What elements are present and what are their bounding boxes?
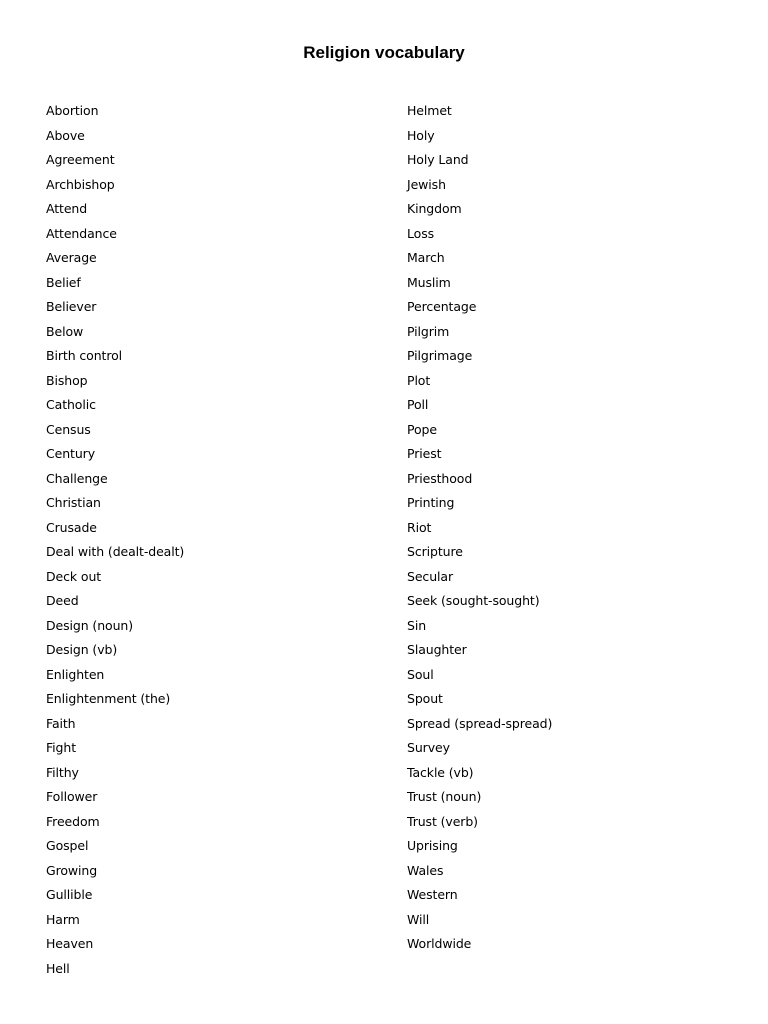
vocabulary-word: Gullible xyxy=(46,887,93,902)
vocabulary-word: Faith xyxy=(46,715,76,731)
vocabulary-word: Soul xyxy=(407,666,434,682)
vocabulary-word: Growing xyxy=(46,862,98,878)
vocabulary-word: Attend xyxy=(46,201,88,216)
vocabulary-word: Agreement xyxy=(46,152,115,167)
vocabulary-word: Holy Land xyxy=(407,152,469,167)
vocabulary-word: Deck out xyxy=(46,568,102,584)
vocabulary-word: Poll xyxy=(407,397,429,412)
vocabulary-word: Census xyxy=(46,421,91,437)
vocabulary-word: Percentage xyxy=(407,299,477,314)
vocabulary-word: Birth control xyxy=(46,348,123,363)
vocabulary-word: Attendance xyxy=(46,225,117,241)
vocabulary-word: Fight xyxy=(46,740,77,755)
vocabulary-word: Freedom xyxy=(46,813,100,829)
vocabulary-word: Filthy xyxy=(46,764,79,780)
vocabulary-word: Secular xyxy=(407,568,453,584)
vocabulary-word: Deed xyxy=(46,593,79,608)
vocabulary-word: Gospel xyxy=(46,838,89,853)
vocabulary-word: Above xyxy=(46,127,85,143)
vocabulary-word: Bishop xyxy=(46,372,88,388)
vocabulary-word: Muslim xyxy=(407,274,451,290)
vocabulary-word: Hell xyxy=(46,960,70,976)
vocabulary-word: Catholic xyxy=(46,397,96,412)
vocabulary-word: Trust (noun) xyxy=(407,789,482,804)
vocabulary-word: Belief xyxy=(46,274,81,290)
vocabulary-word: Will xyxy=(407,911,430,927)
vocabulary-word: Sin xyxy=(407,617,427,633)
vocabulary-word: Pilgrimage xyxy=(407,348,473,363)
vocabulary-word: Priesthood xyxy=(407,470,473,486)
vocabulary-word: Average xyxy=(46,250,97,265)
vocabulary-word: Archbishop xyxy=(46,176,115,192)
vocabulary-word: Holy xyxy=(407,127,435,143)
vocabulary-word: Crusade xyxy=(46,519,97,535)
vocabulary-word: Priest xyxy=(407,446,442,461)
vocabulary-word: Loss xyxy=(407,225,435,241)
vocabulary-word: Wales xyxy=(407,862,444,878)
vocabulary-list-left xyxy=(46,99,366,981)
vocabulary-word: Tackle (vb) xyxy=(407,764,474,780)
vocabulary-word: Follower xyxy=(46,789,98,804)
vocabulary-word: Western xyxy=(407,887,458,902)
vocabulary-word: Plot xyxy=(407,372,431,388)
vocabulary-word: Uprising xyxy=(407,838,458,853)
page-title: Religion vocabulary xyxy=(303,43,465,62)
vocabulary-word: Trust (verb) xyxy=(407,813,478,829)
vocabulary-word: Kingdom xyxy=(407,201,462,216)
vocabulary-word: Enlighten xyxy=(46,666,105,682)
vocabulary-word: Seek (sought-sought) xyxy=(407,593,540,608)
vocabulary-word: Helmet xyxy=(407,103,452,118)
vocabulary-word: Riot xyxy=(407,519,432,535)
vocabulary-list-right xyxy=(407,99,737,957)
vocabulary-word: Spread (spread-spread) xyxy=(407,715,553,731)
vocabulary-word: Christian xyxy=(46,495,101,510)
vocabulary-word: Harm xyxy=(46,911,80,927)
vocabulary-word: Abortion xyxy=(46,103,99,118)
vocabulary-word: Below xyxy=(46,323,84,339)
vocabulary-word: March xyxy=(407,250,445,265)
vocabulary-word: Worldwide xyxy=(407,936,472,951)
vocabulary-word: Century xyxy=(46,446,96,461)
vocabulary-word: Design (vb) xyxy=(46,642,118,657)
vocabulary-word: Slaughter xyxy=(407,642,467,657)
vocabulary-word: Spout xyxy=(407,691,443,706)
vocabulary-word: Enlightenment (the) xyxy=(46,691,171,706)
vocabulary-word: Challenge xyxy=(46,470,108,486)
vocabulary-word: Heaven xyxy=(46,936,94,951)
vocabulary-word: Pope xyxy=(407,421,437,437)
vocabulary-word: Printing xyxy=(407,495,455,510)
vocabulary-word: Deal with (dealt-dealt) xyxy=(46,544,185,559)
vocabulary-word: Scripture xyxy=(407,544,463,559)
vocabulary-word: Jewish xyxy=(407,176,446,192)
vocabulary-word: Design (noun) xyxy=(46,617,133,633)
vocabulary-word: Survey xyxy=(407,740,450,755)
vocabulary-word: Believer xyxy=(46,299,97,314)
vocabulary-word: Pilgrim xyxy=(407,323,450,339)
